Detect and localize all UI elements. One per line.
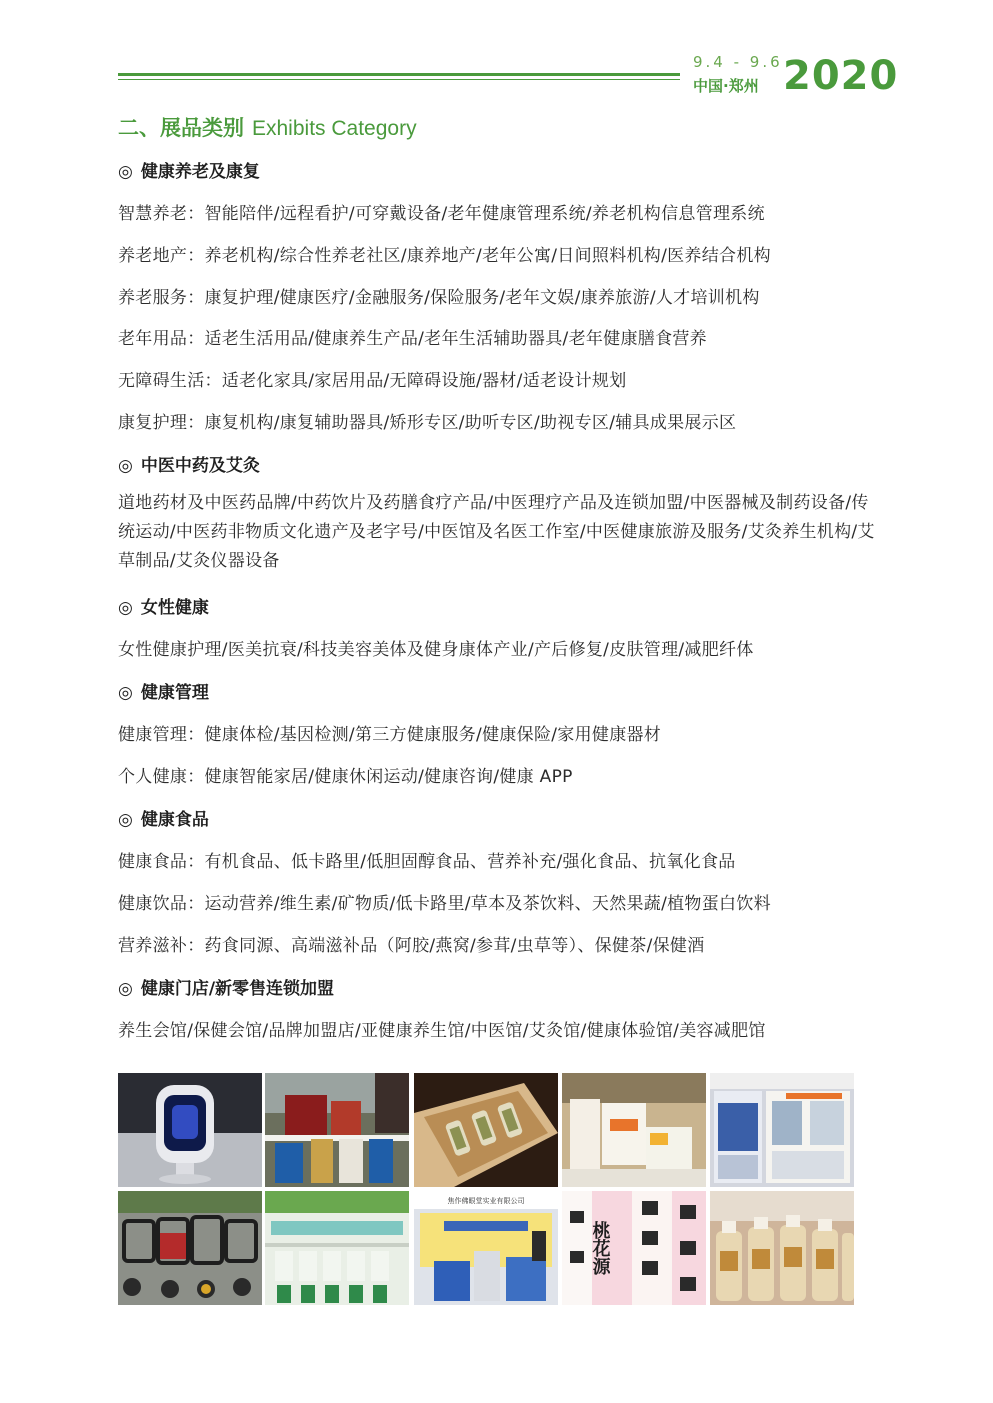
photo-exhibition-booth <box>414 1191 558 1305</box>
booth-sign-text: 焦作佛眼堂实业有限公司 <box>447 1197 525 1205</box>
photo-product-boxes <box>562 1073 706 1187</box>
category-line: 老年用品：适老生活用品/健康养生产品/老年生活辅助器具/老年健康膳食营养 <box>118 329 707 349</box>
bullet-circle-icon: ◎ <box>118 979 133 999</box>
section-title <box>118 112 417 142</box>
category-line: 营养滋补：药食同源、高端滋补品（阿胶/燕窝/参茸/虫草等）、保健茶/保健酒 <box>118 936 705 956</box>
category-line: 养生会馆/保健会馆/品牌加盟店/亚健康养生馆/中医馆/艾灸馆/健康体验馆/美容减肥馆 <box>118 1021 766 1041</box>
category-heading-tcm <box>118 451 260 476</box>
photo-supplement-shelf <box>265 1191 409 1305</box>
category-line: 养老地产：养老机构/综合性养老社区/康养地产/老年公寓/日间照料机构/医养结合机构 <box>118 246 771 266</box>
photo-smart-device <box>118 1073 262 1187</box>
photo-tonic-bottles <box>710 1191 854 1305</box>
category-paragraph: 道地药材及中医药品牌/中药饮片及药膳食疗产品/中医理疗产品及连锁加盟/中医器械及制药设备/传统运动/中医药非物质文化遗产及老字号/中医馆及名医工作室/中医健康旅游及服务/艾灸养生机构/艾草制品/艾灸仪器设备 <box>118 493 875 571</box>
category-line: 养老服务：康复护理/健康医疗/金融服务/保险服务/老年文娱/康养旅游/人才培训机构 <box>118 288 760 308</box>
category-title: 中医中药及艾灸 <box>140 456 260 476</box>
category-title: 女性健康 <box>140 598 209 618</box>
category-line: 智慧养老：智能陪伴/远程看护/可穿戴设备/老年健康管理系统/养老机构信息管理系统 <box>118 204 765 224</box>
category-title: 健康门店/新零售连锁加盟 <box>140 979 335 999</box>
category-heading-elderly-care <box>118 157 260 182</box>
category-title: 健康食品 <box>140 810 209 830</box>
section-title-en: Exhibits Category <box>252 117 417 140</box>
photo-vending-kiosk <box>710 1073 854 1187</box>
bullet-circle-icon: ◎ <box>118 162 133 182</box>
bullet-circle-icon: ◎ <box>118 683 133 703</box>
bullet-circle-icon: ◎ <box>118 456 133 476</box>
category-line: 健康食品：有机食品、低卡路里/低胆固醇食品、营养补充/强化食品、抗氧化食品 <box>118 852 736 872</box>
packaging-brand-text: 桃花源 <box>589 1221 611 1275</box>
photo-brand-packaging <box>562 1191 706 1305</box>
category-line: 女性健康护理/医美抗衰/科技美容美体及健身康体产业/产后修复/皮肤管理/减肥纤体 <box>118 640 754 660</box>
header-dates: 9.4 - 9.6 <box>693 53 783 71</box>
category-heading-health-stores <box>118 974 334 999</box>
category-line: 健康管理：健康体检/基因检测/第三方健康服务/健康保险/家用健康器材 <box>118 725 662 745</box>
category-title: 健康管理 <box>140 683 209 703</box>
category-line: 康复护理：康复机构/康复辅助器具/矫形专区/助听专区/助视专区/辅具成果展示区 <box>118 413 737 433</box>
section-title-cn: 二、展品类别 <box>118 116 244 140</box>
header-rule-thin <box>118 79 680 80</box>
category-heading-women-health <box>118 593 209 618</box>
photo-liquor-display <box>265 1073 409 1187</box>
header-year: 2020 <box>783 53 899 99</box>
bullet-circle-icon: ◎ <box>118 598 133 618</box>
bullet-circle-icon: ◎ <box>118 810 133 830</box>
header-rule-thick <box>118 73 680 76</box>
category-line: 健康饮品：运动营养/维生素/矿物质/低卡路里/草本及茶饮料、天然果蔬/植物蛋白饮料 <box>118 894 771 914</box>
header-city: 中国·郑州 <box>693 77 759 95</box>
photo-walkers <box>118 1191 262 1305</box>
category-line: 个人健康：健康智能家居/健康休闲运动/健康咨询/健康 APP <box>118 767 573 787</box>
photo-herbal-jars <box>414 1073 558 1187</box>
category-line: 无障碍生活：适老化家具/家居用品/无障碍设施/器材/适老设计规划 <box>118 371 627 391</box>
category-heading-health-food <box>118 805 209 830</box>
category-heading-health-management <box>118 678 209 703</box>
category-title: 健康养老及康复 <box>140 162 260 182</box>
